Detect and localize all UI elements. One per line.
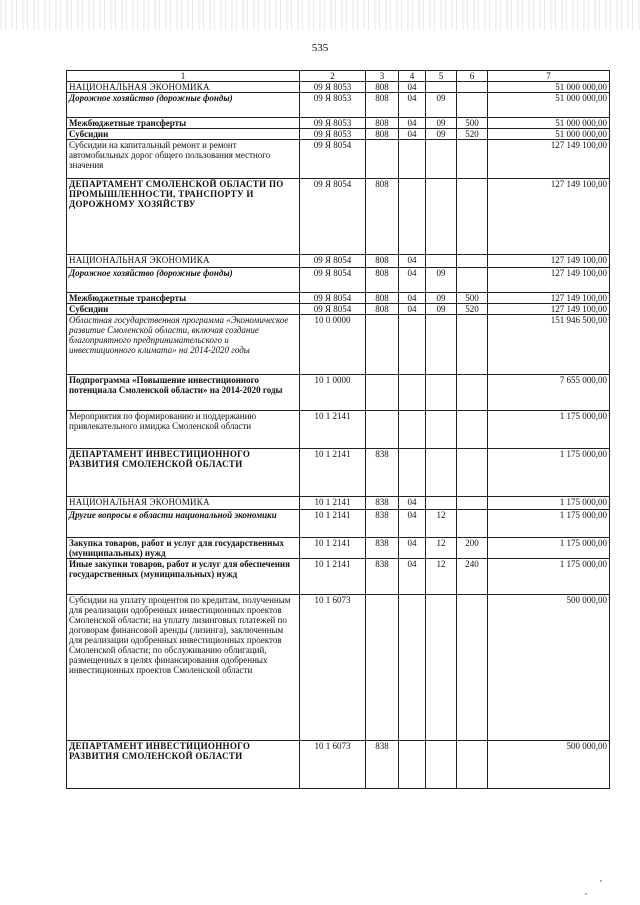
- row-amount: 1 175 000,00: [488, 497, 610, 510]
- row-code-pr: [426, 595, 457, 741]
- table-row: [67, 140, 610, 179]
- row-code-ved: 838: [366, 449, 399, 497]
- col-header: 3: [366, 71, 399, 82]
- row-code-vr: [457, 140, 488, 179]
- row-code-ved: 838: [366, 510, 399, 538]
- row-code-code: 10 1 2141: [300, 559, 366, 595]
- row-code-code: 09 Я 8053: [300, 129, 366, 140]
- row-amount: 7 655 000,00: [488, 375, 610, 411]
- table-row: [67, 82, 610, 93]
- row-code-ved: 838: [366, 497, 399, 510]
- row-code-vr: [457, 93, 488, 118]
- row-name: Подпрограмма «Повышение инвестиционного потенциала Смоленской области» на 2014-2020 годы: [67, 375, 300, 411]
- row-code-code: 10 1 2141: [300, 538, 366, 559]
- row-code-pr: 12: [426, 510, 457, 538]
- row-code-ved: [366, 411, 399, 449]
- row-code-vr: [457, 741, 488, 789]
- table-row: [67, 118, 610, 129]
- row-code-code: 09 Я 8053: [300, 82, 366, 93]
- row-code-rz: [399, 741, 426, 789]
- row-code-pr: [426, 179, 457, 255]
- row-code-pr: [426, 315, 457, 375]
- table-row: [67, 375, 610, 411]
- row-amount: 127 149 100,00: [488, 255, 610, 268]
- row-amount: 500 000,00: [488, 595, 610, 741]
- row-code-code: 10 1 2141: [300, 497, 366, 510]
- row-amount: 1 175 000,00: [488, 449, 610, 497]
- row-code-vr: 200: [457, 538, 488, 559]
- budget-table: [66, 70, 610, 789]
- row-code-vr: 500: [457, 118, 488, 129]
- row-code-pr: [426, 255, 457, 268]
- table-row: [67, 497, 610, 510]
- row-code-pr: [426, 140, 457, 179]
- row-code-code: 09 Я 8054: [300, 179, 366, 255]
- row-name: Мероприятия по формированию и поддержанию привлекательного имиджа Смоленской области: [67, 411, 300, 449]
- row-code-ved: [366, 595, 399, 741]
- row-name: Субсидии: [67, 304, 300, 315]
- table-row: [67, 449, 610, 497]
- row-name: Закупка товаров, работ и услуг для государственных (муниципальных) нужд: [67, 538, 300, 559]
- table-row: [67, 559, 610, 595]
- row-code-vr: 520: [457, 129, 488, 140]
- row-code-code: 10 1 6073: [300, 595, 366, 741]
- row-amount: 1 175 000,00: [488, 510, 610, 538]
- row-amount: 1 175 000,00: [488, 411, 610, 449]
- row-code-code: 09 Я 8054: [300, 304, 366, 315]
- row-amount: 51 000 000,00: [488, 82, 610, 93]
- row-code-rz: 04: [399, 82, 426, 93]
- row-code-pr: [426, 449, 457, 497]
- row-code-rz: 04: [399, 129, 426, 140]
- row-code-code: 09 Я 8053: [300, 93, 366, 118]
- row-amount: 127 149 100,00: [488, 304, 610, 315]
- row-code-ved: 808: [366, 93, 399, 118]
- row-code-rz: [399, 315, 426, 375]
- row-code-ved: 838: [366, 559, 399, 595]
- row-amount: 1 175 000,00: [488, 538, 610, 559]
- row-code-pr: [426, 82, 457, 93]
- table-row: [67, 538, 610, 559]
- row-name: Субсидии на уплату процентов по кредитам, полученным для реализации одобренных инвестиционных проектов Смоленской области; на уплату лизинговых платежей по договорам финансовой аренды (лизинга), заключенным для реализации одобренных инвестиционных проектов Смоленской области; по обслуживанию облигаций, размещенных в целях финансирования одобренных инвестиционных проектов Смоленской области: [67, 595, 300, 741]
- row-amount: 151 946 500,00: [488, 315, 610, 375]
- scan-speck: [600, 880, 602, 882]
- table-row: [67, 93, 610, 118]
- row-name: НАЦИОНАЛЬНАЯ ЭКОНОМИКА: [67, 497, 300, 510]
- row-code-code: 09 Я 8054: [300, 140, 366, 179]
- table-row: [67, 255, 610, 268]
- col-header: 6: [457, 71, 488, 82]
- row-code-code: 10 1 0000: [300, 375, 366, 411]
- row-code-pr: 09: [426, 304, 457, 315]
- row-name: Областная государственная программа «Экономическое развитие Смоленской области, включая создание благоприятного предпринимательского и инвестиционного климата» на 2014-2020 годы: [67, 315, 300, 375]
- row-code-code: 10 1 2141: [300, 449, 366, 497]
- row-code-vr: [457, 595, 488, 741]
- row-code-code: 10 0 0000: [300, 315, 366, 375]
- table-row: [67, 315, 610, 375]
- row-code-ved: 808: [366, 255, 399, 268]
- row-code-rz: 04: [399, 293, 426, 304]
- row-code-rz: [399, 449, 426, 497]
- table-row: [67, 741, 610, 789]
- row-name: Другие вопросы в области национальной экономики: [67, 510, 300, 538]
- col-header: 2: [300, 71, 366, 82]
- row-code-ved: [366, 315, 399, 375]
- row-code-pr: [426, 497, 457, 510]
- col-header: 7: [488, 71, 610, 82]
- row-name: Дорожное хозяйство (дорожные фонды): [67, 268, 300, 293]
- row-name: НАЦИОНАЛЬНАЯ ЭКОНОМИКА: [67, 255, 300, 268]
- row-amount: 51 000 000,00: [488, 118, 610, 129]
- row-code-rz: 04: [399, 255, 426, 268]
- row-code-ved: 838: [366, 538, 399, 559]
- row-amount: 127 149 100,00: [488, 293, 610, 304]
- col-header: 1: [67, 71, 300, 82]
- row-code-code: 09 Я 8054: [300, 293, 366, 304]
- row-code-ved: 808: [366, 129, 399, 140]
- row-code-code: 10 1 2141: [300, 411, 366, 449]
- row-amount: 127 149 100,00: [488, 140, 610, 179]
- row-name: Иные закупки товаров, работ и услуг для обеспечения государственных (муниципальных) нужд: [67, 559, 300, 595]
- row-amount: 500 000,00: [488, 741, 610, 789]
- row-code-rz: [399, 375, 426, 411]
- row-code-ved: 808: [366, 179, 399, 255]
- row-code-ved: 808: [366, 293, 399, 304]
- col-header: 4: [399, 71, 426, 82]
- row-code-vr: [457, 255, 488, 268]
- table-row: [67, 510, 610, 538]
- row-code-pr: 09: [426, 93, 457, 118]
- row-code-pr: 09: [426, 268, 457, 293]
- row-code-vr: [457, 375, 488, 411]
- row-code-code: 09 Я 8053: [300, 118, 366, 129]
- table-row: [67, 411, 610, 449]
- row-code-ved: 808: [366, 118, 399, 129]
- scan-speck: [585, 893, 587, 895]
- row-code-ved: [366, 375, 399, 411]
- row-name: Межбюджетные трансферты: [67, 293, 300, 304]
- row-code-vr: [457, 497, 488, 510]
- row-name: Субсидии: [67, 129, 300, 140]
- row-amount: 51 000 000,00: [488, 129, 610, 140]
- row-amount: 127 149 100,00: [488, 268, 610, 293]
- row-code-pr: 09: [426, 129, 457, 140]
- row-code-pr: [426, 741, 457, 789]
- row-code-pr: 09: [426, 293, 457, 304]
- row-code-pr: [426, 375, 457, 411]
- row-name: ДЕПАРТАМЕНТ ИНВЕСТИЦИОННОГО РАЗВИТИЯ СМОЛЕНСКОЙ ОБЛАСТИ: [67, 449, 300, 497]
- row-code-vr: [457, 411, 488, 449]
- col-header: 5: [426, 71, 457, 82]
- row-name: ДЕПАРТАМЕНТ ИНВЕСТИЦИОННОГО РАЗВИТИЯ СМОЛЕНСКОЙ ОБЛАСТИ: [67, 741, 300, 789]
- row-code-rz: [399, 179, 426, 255]
- row-name: Межбюджетные трансферты: [67, 118, 300, 129]
- row-name: Субсидии на капитальный ремонт и ремонт автомобильных дорог общего пользования местного значения: [67, 140, 300, 179]
- row-code-vr: [457, 179, 488, 255]
- row-code-rz: 04: [399, 304, 426, 315]
- row-code-rz: [399, 595, 426, 741]
- row-code-vr: [457, 82, 488, 93]
- row-code-ved: [366, 140, 399, 179]
- row-code-code: 10 1 6073: [300, 741, 366, 789]
- row-code-vr: [457, 315, 488, 375]
- row-code-rz: 04: [399, 118, 426, 129]
- row-code-rz: 04: [399, 93, 426, 118]
- table-header-row: [67, 71, 610, 82]
- row-code-ved: 808: [366, 82, 399, 93]
- row-code-pr: 12: [426, 559, 457, 595]
- row-code-rz: [399, 411, 426, 449]
- row-code-code: 09 Я 8054: [300, 255, 366, 268]
- row-name: ДЕПАРТАМЕНТ СМОЛЕНСКОЙ ОБЛАСТИ ПО ПРОМЫШЛЕННОСТИ, ТРАНСПОРТУ И ДОРОЖНОМУ ХОЗЯЙСТВУ: [67, 179, 300, 255]
- row-code-rz: 04: [399, 510, 426, 538]
- row-code-rz: 04: [399, 559, 426, 595]
- row-code-vr: 240: [457, 559, 488, 595]
- row-code-code: 10 1 2141: [300, 510, 366, 538]
- row-amount: 51 000 000,00: [488, 93, 610, 118]
- row-code-rz: 04: [399, 268, 426, 293]
- page-number: 535: [311, 42, 329, 54]
- row-code-vr: 500: [457, 293, 488, 304]
- row-code-ved: 838: [366, 741, 399, 789]
- table-row: [67, 129, 610, 140]
- scan-noise: [0, 0, 640, 30]
- table-row: [67, 293, 610, 304]
- row-code-vr: [457, 449, 488, 497]
- row-code-vr: 520: [457, 304, 488, 315]
- row-code-pr: 09: [426, 118, 457, 129]
- row-code-vr: [457, 268, 488, 293]
- row-amount: 127 149 100,00: [488, 179, 610, 255]
- row-code-pr: 12: [426, 538, 457, 559]
- table-row: [67, 179, 610, 255]
- table-row: [67, 304, 610, 315]
- row-code-ved: 808: [366, 268, 399, 293]
- row-amount: 1 175 000,00: [488, 559, 610, 595]
- table-row: [67, 595, 610, 741]
- row-code-rz: 04: [399, 538, 426, 559]
- row-name: Дорожное хозяйство (дорожные фонды): [67, 93, 300, 118]
- row-code-rz: 04: [399, 497, 426, 510]
- row-code-code: 09 Я 8054: [300, 268, 366, 293]
- table-row: [67, 268, 610, 293]
- row-code-pr: [426, 411, 457, 449]
- row-code-vr: [457, 510, 488, 538]
- row-code-rz: [399, 140, 426, 179]
- row-name: НАЦИОНАЛЬНАЯ ЭКОНОМИКА: [67, 82, 300, 93]
- row-code-ved: 808: [366, 304, 399, 315]
